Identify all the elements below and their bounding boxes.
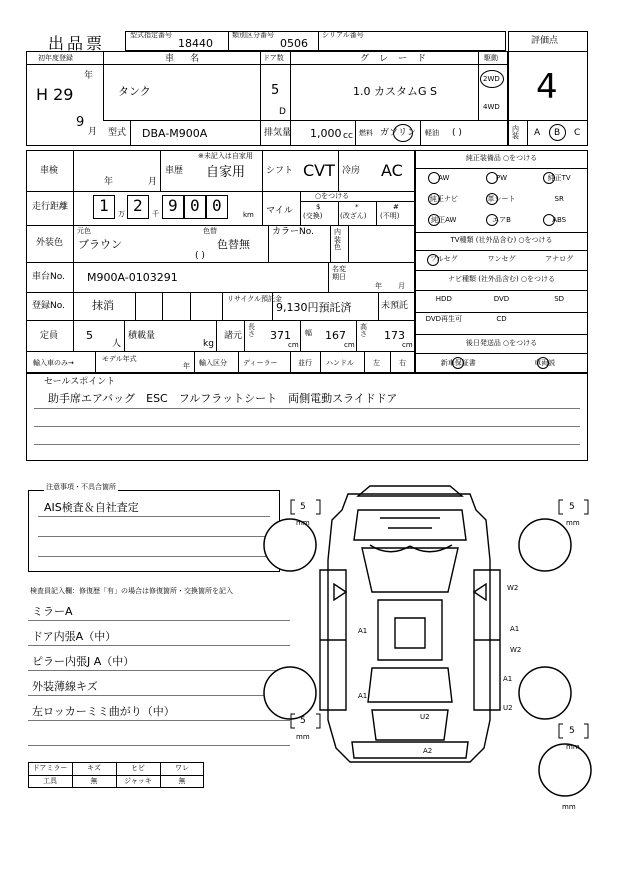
legend-header: キズ [87, 764, 101, 772]
interior-b: B [554, 128, 561, 138]
docs-title: 後日発送品 ○をつける [465, 339, 538, 347]
first-reg-year: H 29 [36, 85, 74, 104]
legend-value: 無 [90, 777, 98, 785]
inspector-line: ドア内張A（中） [32, 630, 117, 643]
legend-header: ヒビ [131, 764, 145, 772]
mark-u2-right: U2 [503, 704, 513, 712]
sales-text: 助手席エアバッグ ESC フルフラットシート 両側電動スライドドア [48, 392, 398, 405]
mileage-d1: 1 [99, 196, 109, 215]
mileage-d4: 0 [190, 196, 200, 215]
model-type-value: DBA-M900A [142, 127, 208, 140]
docs-item: 車両説 [534, 359, 556, 367]
genuine-item: ABS [552, 216, 567, 224]
color-current-value: 色替無 [217, 238, 250, 251]
tv-item: ワンセグ [487, 255, 516, 263]
genuine-item: 純正TV [547, 174, 571, 182]
inspector-line: 外装薄線キズ [32, 680, 98, 693]
docs-item: 新車保証書 [440, 359, 476, 367]
mark-w2-top: W2 [507, 584, 519, 592]
inspector-line: 左ロッカーミミ曲がり（中） [32, 705, 175, 718]
mark-w2-right: W2 [510, 646, 522, 654]
mark-a2-bumper: A2 [423, 747, 433, 755]
class-label: 類別区分番号 [232, 31, 274, 39]
model-cert-label: 型式指定番号 [130, 31, 172, 39]
mark-a1-right: A1 [510, 625, 520, 633]
mark-a1-rear-left: A1 [358, 692, 368, 700]
genuine-item: 革シート [487, 195, 516, 203]
legend-value: ジャッキ [124, 777, 152, 785]
genuine-item: SR [554, 195, 564, 203]
genuine-title: 純正装備品 ○をつける [465, 154, 538, 162]
score-value: 4 [536, 67, 558, 107]
genuine-item: AW [438, 174, 450, 182]
color-orig-value: ブラウン [78, 238, 122, 251]
score-label: 評価点 [531, 36, 559, 46]
tire-fl-value: 5 [300, 502, 306, 512]
reg-value: 抹消 [92, 299, 114, 312]
mileage-d2: 2 [133, 196, 143, 215]
width-value: 167 [325, 329, 346, 342]
class-value: 0506 [280, 37, 308, 50]
model-cert-value: 18440 [178, 37, 213, 50]
legend-value: 無 [178, 777, 186, 785]
tv-item: アナログ [545, 255, 574, 263]
legend-value: 工具 [43, 777, 57, 785]
drive-4wd: 4WD [483, 103, 500, 111]
inspector-line: ミラーA [32, 605, 73, 618]
cooler-value: AC [381, 161, 403, 180]
grade-label: グレード [360, 54, 437, 64]
mark-a1-left: A1 [358, 627, 368, 635]
genuine-item: 純正AW [431, 216, 457, 224]
navi-item: DVD [493, 295, 510, 303]
mark-a1-rear-right: A1 [503, 675, 513, 683]
chassis-value: M900A-0103291 [87, 271, 178, 284]
height-value: 173 [384, 329, 405, 342]
mileage-d3: 9 [168, 196, 178, 215]
legend-header: ドアミラー [32, 764, 68, 772]
genuine-item: 純正ナビ [429, 195, 458, 203]
displacement-value: 1,000 [310, 127, 342, 140]
first-reg-label: 初年度登録 [38, 54, 73, 62]
fuel-value: ガソリン [380, 128, 417, 138]
inspector-line: ピラー内張J A（中） [32, 655, 135, 668]
navi-item: DVD再生可 [425, 315, 463, 323]
doors-value: 5 [271, 83, 280, 98]
length-value: 371 [270, 329, 291, 342]
navi-item: CD [496, 315, 507, 323]
mark-u2-rear: U2 [420, 713, 430, 721]
navi-item: SD [554, 295, 565, 303]
capacity-value: 5 [86, 329, 93, 342]
car-name-label: 車名 [165, 54, 216, 64]
car-name-value: タンク [118, 85, 151, 98]
tire-fr-value: 5 [569, 502, 575, 512]
inspector-label: 検査員記入欄：修復歴「有」の場合は修復箇所・交換箇所を記入 [30, 587, 233, 595]
tire-rl-value: 5 [300, 716, 306, 726]
first-reg-month: 9 [76, 115, 85, 130]
tire-rr-value: 5 [569, 726, 575, 736]
grade-value: 1.0 カスタムG S [353, 85, 437, 98]
navi-item: HDD [435, 295, 452, 303]
legend-header: ワレ [175, 764, 189, 772]
navi-title: ナビ種類 (社外品含む) ○をつける [447, 275, 556, 283]
genuine-item: PW [495, 174, 508, 182]
genuine-item: エアB [492, 216, 511, 224]
tv-title: TV種類 (社外品含む) ○をつける [450, 236, 553, 244]
form-title: 出品票 [48, 34, 106, 53]
drive-2wd: 2WD [483, 75, 500, 83]
recycle-value: 9,130円預託済 [276, 301, 352, 314]
shift-value: CVT [303, 161, 335, 180]
notes-line-1: AIS検査＆自社査定 [44, 501, 139, 514]
serial-label: シリアル番号 [322, 31, 364, 39]
tv-item: フルセグ [429, 255, 458, 263]
mileage-d5: 0 [212, 196, 222, 215]
history-value: 自家用 [206, 165, 246, 180]
